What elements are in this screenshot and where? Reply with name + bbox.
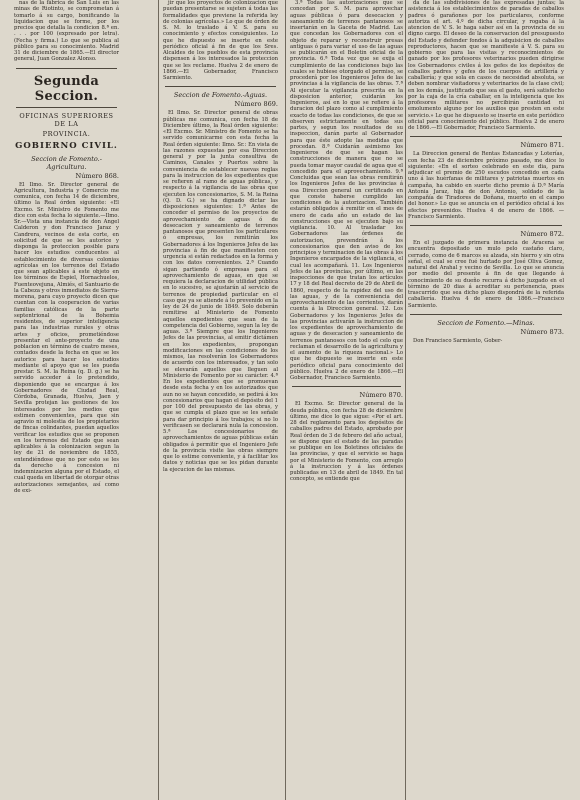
paragraph: nas de la fábrica de San Luis en las minas de Riotinto, se comprometan á tomarlo á su cargo, bonificando la liquidacion que se forme, por los precios que detalla la condicion 8.ª en. . . . por 100 (expresado por letra). (Fecha y firma.) Lo que se publica al público para su conocimiento. Madrid 31 de diciembre de 1865.—El director general, Juan Gonzalez Alonso. (14, 0, 119, 63)
item-number: Número 871. (520, 141, 564, 150)
item-number: Número 873. (520, 327, 564, 336)
divider (16, 68, 117, 69)
item-number: Número 868. (75, 171, 119, 180)
item-number: Número 870. (359, 391, 403, 400)
paragraph: El Ilmo. Sr. Director general de Agricultura, Industria y Comercio me comunica, con fecha 14 de diciembre, último la Real órden siguiente: «El Excmo. Sr. Ministro de Fomento me dice con esta fecha lo siguiente.—Ilmo. Sr.—Vista una instancia de don Angel Calderon y don Francisco Jaraz y Candrera, vecinos de esta corte, en solicitud de que se les autorice y disponga la proteccion posible para hacer los estudios conducentes al establecimiento de diversas colonias agrícolas en los terrenos del Estado que sean aplicables á este objeto en los términos de Espiel, Hornachuelos, Fuenteovejuna, Almiés, el Santuario de la Cabeza y otros inmediatos de Sierra-morena, para cuyo proyecto dicen que cuentan con la cooperacion de varias familias católicas de la parte septentrional de la Bohemia residentes, de superior inteligencia para las industrias rurales y otras artes y oficios, prometiéndose presentar el ante-proyecto de una poblacion en término de cuatro meses, contados desde la fecha en que se les autorice para hacer los estudios mediante el apoyo que se les pueda prestar. S. M. la Reina (q. D. g.) se ha servido acceder á lo pretendido, disponiendo que se encargue á los Gobernadores de Ciudad Real, Córdoba, Granada, Huelva, Jaen y Sevilla protejan las gestiones de los interesados por los medios que estimen convenientes, para que sin agravio ni molestia de los propietarios de fincas colindantes, puedan aquellos verificar los estudios que se proponen en los terrenos del Estado que sean aplicables á la colonizacion segun la ley de 21 de noviembre de 1855, entendiéndose que no por esto se les da derecho á concesion ni indemnizacion alguna por el Estado, el cual queda en libertad de otorgar otras autorizaciones semejantes, así como de exi- (14, 181, 119, 494)
column-rule (405, 0, 406, 800)
paragraph: En el juzgado de primera instancia de Aracena se encuentra depositado un mulo pelo castaño claro, cerrado, como de 6 marcos su alzada, sin hierro y sin otra señal, el cual se cree fué hurtado por José Oliva Gomez, natural del Arahal y vecino de Sevilla. Lo que se anuncia por medio del presente á fin de que llegando á conocimiento de su dueño recurra á dicho juzgado en el término de 20 dias á acreditar su pertenencia, pues trascurrido que sea dicho plazo dispondrá de la referida caballería. Huelva 4 de enero de 1866.—Francisco Sarmiento. (408, 240, 564, 309)
divider (410, 314, 562, 315)
column-1 (14, 0, 119, 800)
divider (16, 107, 117, 108)
paragraph: Don Francisco Sarmiento, Gober- (413, 337, 503, 344)
divider (292, 386, 401, 387)
paragraph: jir que los proyectos de colonizacion que puedan presentarse se sujeten á todas las formalidades que previene la referida ley de colonias agrícolas.» Lo que de órden de S. M. lo traslado á V. S. para su conocimiento y efectos consiguientes. Lo que he dispuesto se inserte en este periódico oficial á fin de que los Sres. Alcaldes de los pueblos de esta provincia dispensen á los interesados la proteccion que se les reclame. Huelva 2 de enero de 1866.—El Gobernador, Francisco Sarmiento. (163, 0, 278, 81)
paragraph: La Direccion general de Rentas Estancadas y Loterías, con fecha 23 de diciembre próximo pasado, me dice lo siguiente: «En el sorteo celebrado en este dia, para adjudicar el premio de 250 escudos concedido en cada uno á las huérfanas de militares y patriotas muertos en campaña, ha cabido en suerte dicho premio á D.ª María Antonia Jaraz, hija de don Antonio, soldado de la compañía de Tiradores de Doñana, muerto en el campo del honor.» Lo que se anuncia en el periódico oficial á los efectos prevenidos. Huelva 4 de enero de 1866. —Francisco Sarmiento. (408, 151, 564, 220)
divider (410, 225, 562, 226)
paragraph: da de las subdivisiones de las expresadas juntas; la asistencia á los establecimientos de paradas de caballos padres ó garañones por los particulares, conforme autoriza el art. 4.º de dicha circular, y rogaba á la atencion de V. S. le haga saber así en la provincia de su digno cargo. El deseo de la conservacion del presupuesto del Estado y defender fondos á la adquisicion de caballos reproductores, hacen que se manifieste á V. S. para su gobierno que para las visitas y reconocimientos de ganado por los profesores veterinarios pueden dirigirse los Gobernadores civiles á los gefes de los depósitos de caballos padres y gefes de los cuerpos de artillería y caballería; y que sola en casos de necesidad absoluta, se deben nombrar visitadores y veterinarios de la clase civil; en los demás, justificado que sea el gasto, será satisfecho por la caja de la cría caballar, en la inteligencia que los profesores militares no percibirán cantidad ni emolumento alguno por los auxilios que presten en este servicio.» Lo que he dispuesto se inserte en este periódico oficial para conocimiento del público. Huelva 2 de enero de 1866.—El Gobernador, Francisco Sarmiento. (408, 0, 564, 131)
paragraph: El Excmo. Sr. Director general de la deuda pública, con fecha 28 de diciembre último, me dice lo que sigue: «Por el art. 28 del reglamento para los depósitos de caballos padres del Estado, aprobado por Real órden de 3 de febrero del año actual, se dispone que el estado de las paradas se publique en los Boletines oficiales de las provincias, y que el servicio se haga por el Ministerio de Fomento, con arreglo á la instruccion y á las órdenes publicadas en 13 de abril de 1849. En tal concepto, se entiende que (290, 401, 403, 483)
divider (165, 86, 276, 87)
subsection-heading: Seccion de Fomento.-Agricultura. (31, 154, 102, 171)
item-number: Número 872. (520, 230, 564, 238)
paragraph: 3.ª Todas las autorizaciones que se concedan por S. M. para aprovechar aguas públicas ó para desecacion y saneamiento de terrenos pantanosos se insertarán en la Gaceta de Madrid. Las que concedan los Gobernadores con el objeto de reparar y reconstruir presas antiguas ó para variar el uso de las aguas se publicarán en el Boletin oficial de la provincia. 6.ª Toda vez que se exija el cumplimiento de las condiciones bajo las cuales se hubiese otorgado el permiso, se procederá por los Ingenieros Jefes de las provincias á la vigilancia de las obras. 7.ª Al ejecutar la vigilancia prescrita en la disposicion anterior, cuidarán los Ingenieros, así en lo que se refiere á la duracion del plazo como al cumplimiento exacto de todas las condiciones, de que se observen estrictamente en todas sus partes, y segun los resultados de su inspeccion, darán parte al Gobernador para que éste adopte las medidas que procedan. 8.ª Cuidarán asimismo los Ingenieros de que se hagan las construcciones de manera que no se pueda tomar mayor caudal de agua que el concedido para el aprovechamiento. 9.ª Concluidas que sean las obras remitirán los Ingenieros Jefes de las provincias á esa Direccion general un certificado en que conste haberse cumplido las condiciones de la autorizacion. También estarán obligados á remitir en el mes de enero de cada año un estado de las construcciones que se ejecuten bajo su vigilancia. 10. Al trasladar los Gobernadores las órdenes de autorizacion, prevendrán á los concesionarios que den aviso de los principios y terminacion de las obras á los Ingenieros encargados de la vigilancia, el cual les acompañará. 11. Los Ingenieros Jefes de las provincias, por último, en las inspecciones de que tratan los artículos 17 y 18 del Real decreto de 29 de Abril de 1860, respecto de la rapidez del uso de las aguas, y de la conveniencia del aprovechamiento de las corrientes, darán cuenta á la Direccion general. 12. Los Gobernadores y los Ingenieros Jefes de las provincias activarán la instruccion de los expedientes de aprovechamiento de aguas y de desecacion y saneamiento de terrenos pantanosos con todo el celo que reclaman el desarrollo de la agricultura y el aumento de la riqueza nacional.» Lo que he dispuesto se inserte en este periódico oficial para conocimiento del público. Huelva 2 de enero de 1866.—El Gobernador, Francisco Sarmiento. (290, 0, 403, 381)
subsection-heading: Seccion de Fomento.—Minas. (437, 318, 535, 327)
divider (410, 136, 562, 137)
office-heading: PROVINCIA. (42, 129, 91, 138)
section-title: Segunda Seccion. (33, 73, 100, 104)
office-title: GOBIERNO CIVIL. (15, 140, 118, 151)
column-rule (158, 0, 159, 800)
column-3 (290, 0, 403, 800)
office-heading: OFICINAS SUPERIORES DE LA (19, 111, 114, 128)
column-4 (408, 0, 564, 800)
item-number: Número 869. (234, 100, 278, 109)
column-2 (163, 0, 278, 800)
column-rule (285, 0, 286, 800)
paragraph: El Ilmo. Sr. Director general de obras públicas me comunica, con fecha 18 de Diciembre último, la Real órden siguiente: «El Excmo. Sr. Ministro de Fomento se ha servido comunicarme con esta fecha la Real órden siguiente: Ilmo. Sr.: En vista de las razones expuestas por esa Direccion general y por la junta consultiva de Caminos, Canales y Puertos sobre la conveniencia de establecer nuevas reglas para la instruccion de los expedientes que se refieren al ramo de aguas públicas, y respecto á la vigilancia de las obras que ejecuten los concesionarios, S. M. la Reina (Q. D. G.) se ha dignado dictar las disposiciones siguientes: 1.ª Antes de conceder el permiso de los proyectos de aprovechamiento de aguas ó de desecacion y saneamiento de terrenos pantanosos que presenten los particulares ó empresas, los remitirán los Gobernadores á los Ingenieros Jefes de las provincias á fin de que manifiesten con urgencia si están redactados en la forma y con los datos convenientes. 2.ª Cuando sigan partiendo ó empresas para el aprovechamiento de aguas, en que se requiera la declaracion de utilidad pública en lo sucesivo, se ajustarán al servicio de terrenos de propiedad particular en el caso que ya se atiende á lo prevenido en la ley de 24 de junio de 1849. Solo deberán remitirse al Ministerio de Fomento aquellos expedientes que sean de la competencia del Gobierno, segun la ley de aguas. 3.ª Siempre que los Ingenieros Jefes de las provincias, al emitir dictámen en los expedientes, propongan modificaciones en las condiciones de los mismos, las resolverán los Gobernadores de acuerdo con los interesados, y tan solo se elevarán aquellos que lleguen al Ministerio de Fomento por su carácter. 4.ª En los expedientes que se promuevan desde esta fecha y en los autorizados que aun no se hayan concedido, se pedirá á los concesionarios que hagan el depósito del 1 por 100 del presupuesto de las obras, y que se cumpla el plazo que se les señale para dar principio á los trabajos; si no lo verificasen se declarará nula la concesion. 5.ª Los concesionarios de aprovechamientos de aguas públicas están obligados á permitir que el Ingeniero Jefe de la provincia visite las obras siempre que lo estime conveniente, y á facilitar los datos y noticias que se les pidan durante la ejecucion de las mismas. (163, 110, 278, 473)
subsection-heading: Seccion de Fomento.-Aguas. (173, 91, 268, 100)
